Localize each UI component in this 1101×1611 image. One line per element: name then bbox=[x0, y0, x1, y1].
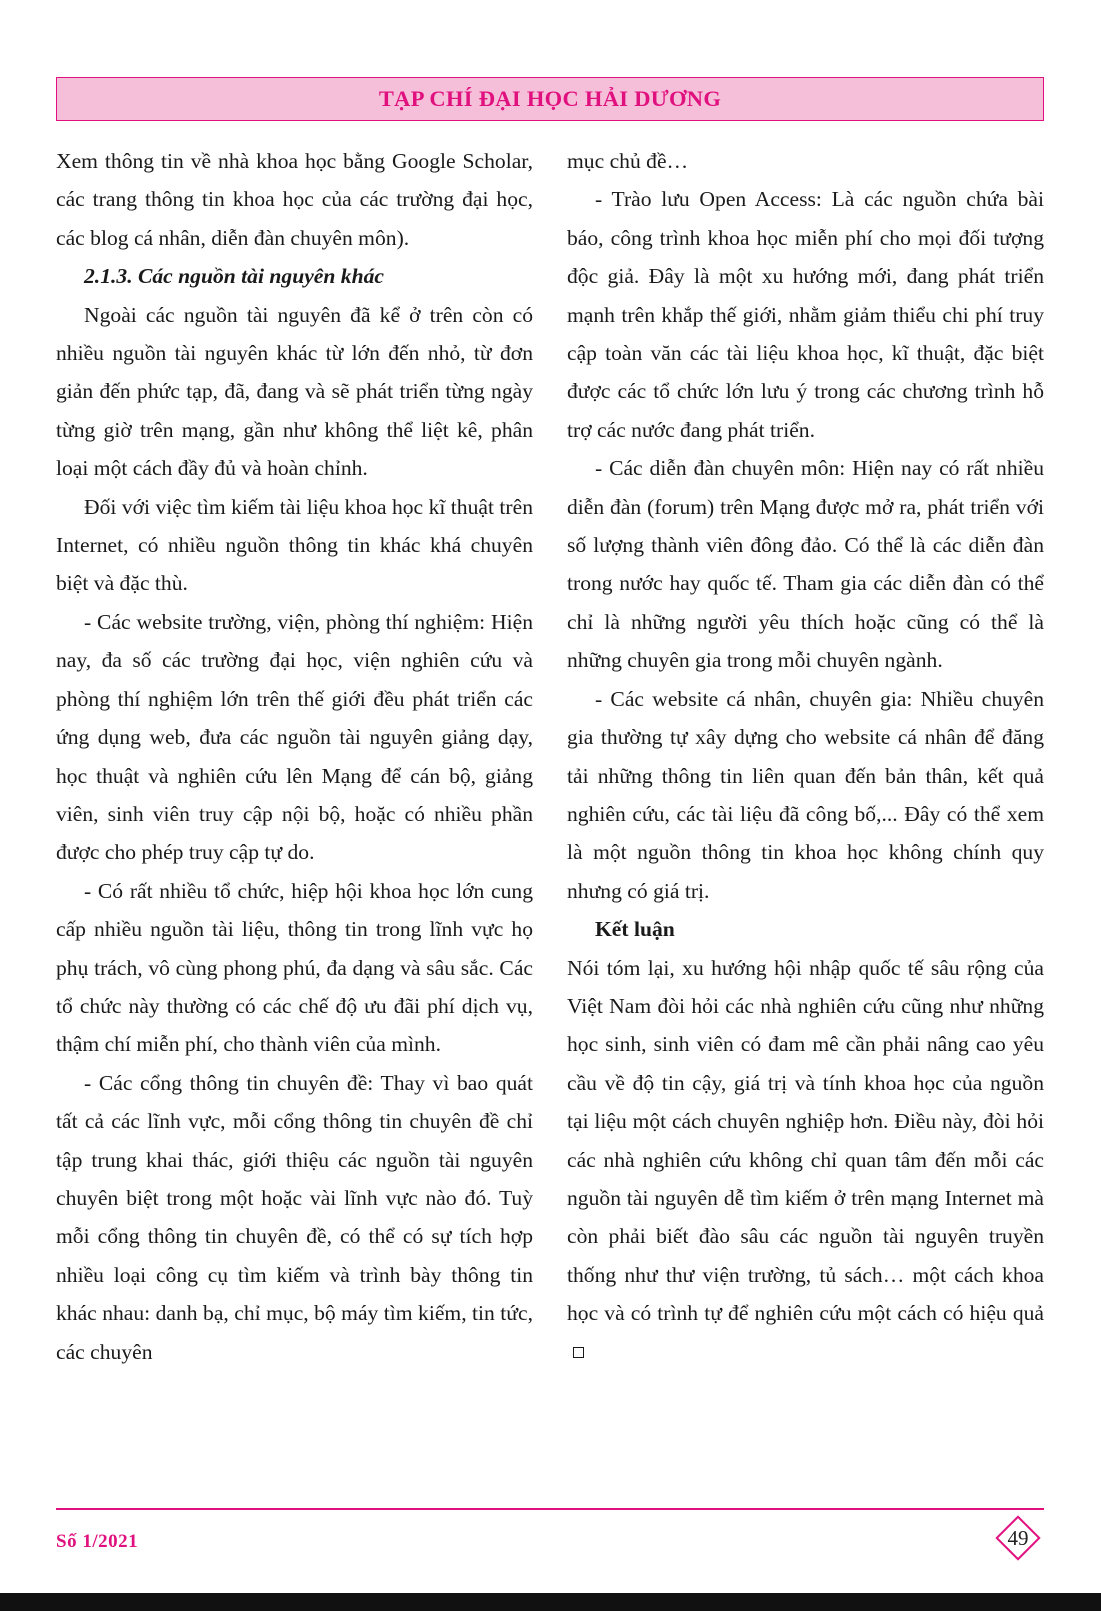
conclusion-paragraph bbox=[567, 949, 1044, 1371]
page-number-badge bbox=[996, 1516, 1040, 1560]
paragraph: - Các diễn đàn chuyên môn: Hiện nay có rất nhiều diễn đàn (forum) trên Mạng được mở ra, phát triển với số lượng thành viên đông đảo. Có thể là các diễn đàn trong nước hay quốc tế. Tham gia các diễn đàn có thể chỉ là những người yêu thích hoặc cũng có thể là những chuyên gia trong mỗi chuyên ngành. bbox=[567, 456, 1044, 673]
journal-title: TẠP CHÍ ĐẠI HỌC HẢI DƯƠNG bbox=[378, 86, 722, 111]
left-column bbox=[56, 142, 533, 1371]
paragraph: - Trào lưu Open Access: Là các nguồn chứa bài báo, công trình khoa học miễn phí cho mọi đối tượng độc giả. Đây là một xu hướng mới, đang phát triển mạnh trên khắp thế giới, nhằm giảm thiểu chi phí truy cập toàn văn các tài liệu khoa học, kĩ thuật, đặc biệt được các tổ chức lớn lưu ý trong các chương trình hỗ trợ các nước đang phát triển. bbox=[567, 187, 1044, 442]
paragraph: Đối với việc tìm kiếm tài liệu khoa học kĩ thuật trên Internet, có nhiều nguồn thông tin khác khá chuyên biệt và đặc thù. bbox=[56, 494, 533, 596]
section-heading: 2.1.3. Các nguồn tài nguyên khác bbox=[84, 264, 384, 289]
paragraph: - Các website trường, viện, phòng thí nghiệm: Hiện nay, đa số các trường đại học, viện nghiên cứu và phòng thí nghiệm lớn trên thế giới đều phát triển các ứng dụng web, đưa các nguồn tài nguyên giảng dạy, học thuật và nghiên cứu lên Mạng để cán bộ, giảng viên, sinh viên truy cập nội bộ, hoặc có nhiều phần được cho phép truy cập tự do. bbox=[56, 609, 533, 865]
right-column bbox=[567, 142, 1044, 1371]
paragraph: mục chủ đề… bbox=[567, 149, 689, 173]
bottom-bar bbox=[0, 1593, 1101, 1611]
footer-rule bbox=[56, 1508, 1044, 1510]
issue-label: Số 1/2021 bbox=[56, 1531, 139, 1552]
paragraph: - Các cổng thông tin chuyên đề: Thay vì bao quát tất cả các lĩnh vực, mỗi cổng thông tin chuyên đề chỉ tập trung khai thác, giới thiệu các nguồn tài nguyên chuyên biệt trong một hoặc vài lĩnh vực nào đó. Tuỳ mỗi cổng thông tin chuyên đề, có thể có sự tích hợp nhiều loại công cụ tìm kiếm và trình bày thông tin khác nhau: danh bạ, chỉ mục, bộ máy tìm kiếm, tin tức, các chuyên bbox=[56, 1070, 533, 1364]
conclusion-text: Nói tóm lại, xu hướng hội nhập quốc tế sâu rộng của Việt Nam đòi hỏi các nhà nghiên cứu cũng như những học sinh, sinh viên có đam mê cần phải nâng cao yêu cầu về độ tin cậy, giá trị và tính khoa học của nguồn tại liệu một cách chuyên nghiệp hơn. Điều này, đòi hỏi các nhà nghiên cứu không chỉ quan tâm đến mỗi các nguồn tài nguyên dễ tìm kiếm ở trên mạng Internet mà còn phải biết đào sâu các nguồn tài nguyên truyền thống như thư viện trường, tủ sách… một cách khoa học và có trình tự để nghiên cứu một cách có hiệu quả bbox=[567, 955, 1044, 1326]
conclusion-heading: Kết luận bbox=[595, 917, 675, 942]
journal-header bbox=[56, 77, 1044, 121]
paragraph: Ngoài các nguồn tài nguyên đã kể ở trên còn có nhiều nguồn tài nguyên khác từ lớn đến nhỏ, từ đơn giản đến phức tạp, đã, đang và sẽ phát triển từng ngày từng giờ trên mạng, gần như không thể liệt kê, phân loại một cách đầy đủ và hoàn chỉnh. bbox=[56, 302, 533, 481]
paragraph: Xem thông tin về nhà khoa học bằng Google Scholar, các trang thông tin khoa học của các trường đại học, các blog cá nhân, diễn đàn chuyên môn). bbox=[56, 149, 533, 250]
paragraph: - Các website cá nhân, chuyên gia: Nhiều chuyên gia thường tự xây dựng cho website cá nhân để đăng tải những thông tin liên quan đến bản thân, kết quả nghiên cứu, các tài liệu đã công bố,... Đây có thể xem là một nguồn thông tin khoa học không chính quy nhưng có giá trị. bbox=[567, 686, 1044, 903]
page-number: 49 bbox=[1007, 1525, 1029, 1550]
paragraph: - Có rất nhiều tổ chức, hiệp hội khoa học lớn cung cấp nhiều nguồn tài liệu, thông tin trong lĩnh vực họ phụ trách, vô cùng phong phú, đa dạng và sâu sắc. Các tổ chức này thường có các chế độ ưu đãi phí dịch vụ, thậm chí miễn phí, cho thành viên của mình. bbox=[56, 878, 533, 1057]
end-mark-icon bbox=[573, 1347, 584, 1358]
